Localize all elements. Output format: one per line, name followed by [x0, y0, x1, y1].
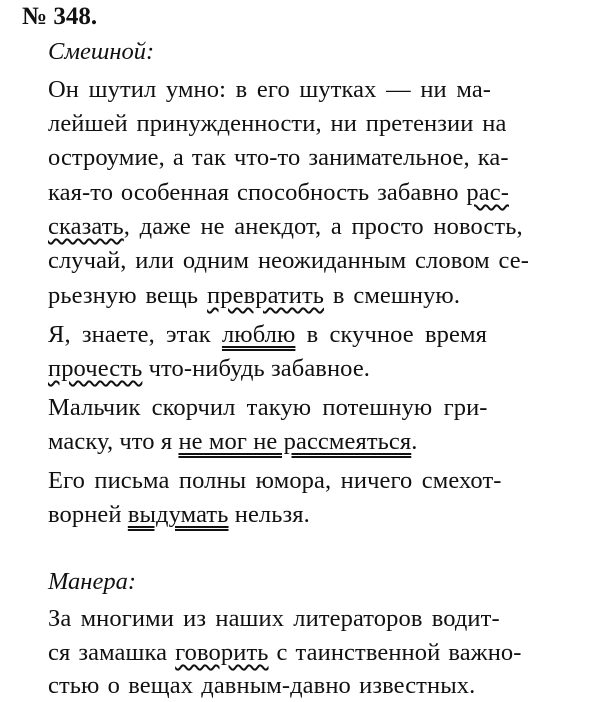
text-line: стью о вещах давным-давно известных.: [48, 672, 476, 699]
text-line: ся замашка говорить с таинственной важно-: [48, 639, 522, 666]
underlined-infinitive: прочесть: [48, 355, 143, 382]
text-line: Мальчик скорчил такую потешную гри-: [48, 394, 488, 421]
underlined-infinitive: рас-: [466, 179, 509, 206]
underlined-infinitive: сказать: [48, 213, 124, 240]
text-line: остроумие, а так что-то занимательное, ка-: [48, 144, 509, 171]
text-line: За многими из наших литераторов водит-: [48, 605, 500, 632]
text-line: ворней выдумать нельзя.: [48, 501, 310, 528]
text-line: Он шутил умно: в его шутках — ни ма-: [48, 76, 492, 103]
underlined-infinitive: говорить: [175, 639, 269, 666]
text-line: Я, знаете, этак люблю в скучное время: [48, 321, 487, 348]
underlined-predicate: не мог не рассмеяться: [178, 428, 412, 455]
text-line: случай, или одним неожиданным словом се-: [48, 247, 530, 274]
underlined-infinitive: превратить: [207, 282, 325, 309]
text-line: рьезную вещь превратить в смешную.: [48, 282, 461, 309]
text-line: лейшей принужденности, ни претензии на: [48, 110, 507, 137]
text-line: прочесть что-нибудь забавное.: [48, 355, 371, 382]
text-line: маску, что я не мог не рассмеяться.: [48, 428, 418, 455]
exercise-number: № 348.: [22, 3, 98, 30]
text-line: Его письма полны юмора, ничего смехот-: [48, 467, 502, 494]
section-heading-manner: Манера:: [48, 568, 136, 595]
text-line: сказать, даже не анекдот, а просто новость,: [48, 213, 523, 240]
underlined-predicate: люблю: [221, 321, 296, 348]
text-line: кая-то особенная способность забавно рас-: [48, 179, 509, 206]
section-heading-funny: Смешной:: [48, 38, 155, 65]
underlined-predicate: выдумать: [127, 501, 229, 528]
